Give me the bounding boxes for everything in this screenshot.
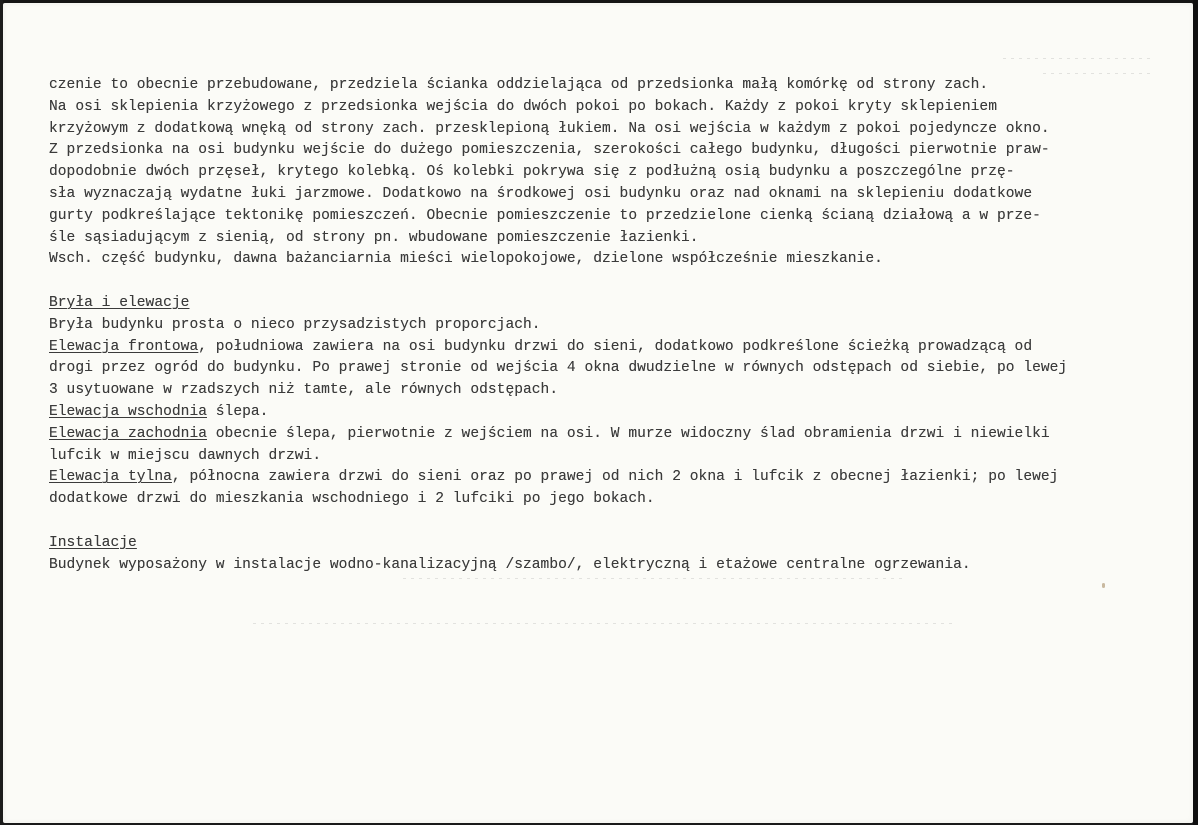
text-line: krzyżowym z dodatkową wnęką od strony zach. przesklepioną łukiem. Na osi wejścia w każdym z pokoi pojedyncze okno. <box>49 120 1050 137</box>
paragraph-gap <box>49 271 1189 293</box>
intro-paragraph <box>49 75 1189 271</box>
elevation-west-line <box>49 424 1189 446</box>
section-heading-text: Bryła i elewacje <box>49 294 190 311</box>
elevation-label: Elewacja zachodnia <box>49 425 207 442</box>
section-heading <box>49 533 1189 555</box>
scan-right-edge <box>1193 0 1198 825</box>
ink-speck <box>1102 583 1105 588</box>
elevation-text: , południowa zawiera na osi budynku drzwi do sieni, dodatkowo podkreślone ścieżką prowadzącą od <box>198 338 1033 355</box>
text-line: Wsch. część budynku, dawna bażanciarnia mieści wielopokojowe, dzielone współcześnie mieszkanie. <box>49 251 883 268</box>
elevation-rear-line <box>49 467 1189 489</box>
text-line: gurty podkreślające tektonikę pomieszczeń. Obecnie pomieszczenie to przedzielone cienką ścianą działową a w prze- <box>49 207 1041 224</box>
text-line: Z przedsionka na osi budynku wejście do dużego pomieszczenia, szerokości całego budynku, długości pierwotnie praw- <box>49 142 1050 159</box>
elevation-label: Elewacja wschodnia <box>49 403 207 420</box>
elevation-text: obecnie ślepa, pierwotnie z wejściem na osi. W murze widoczny ślad obramienia drzwi i niewielki <box>207 425 1050 442</box>
elevation-front-line <box>49 337 1189 359</box>
elevation-text: ślepa. <box>207 403 269 420</box>
elevation-east-line <box>49 402 1189 424</box>
text-line: dopodobnie dwóch przęseł, krytego kolebką. Oś kolebki pokrywa się z podłużną osią budynku a poszczególne przę- <box>49 164 1015 181</box>
faint-bleed-through <box>403 578 903 579</box>
faint-bleed-through <box>1043 73 1153 74</box>
text-line: Bryła budynku prosta o nieco przysadzistych proporcjach. <box>49 316 541 333</box>
text-line: dodatkowe drzwi do mieszkania wschodniego i 2 lufciki po jego bokach. <box>49 491 655 508</box>
text-line: Budynek wyposażony w instalacje wodno-kanalizacyjną /szambo/, elektryczną i etażowe centralne ogrzewania. <box>49 556 971 573</box>
section-instalacje <box>49 533 1189 577</box>
text-line: Na osi sklepienia krzyżowego z przedsionka wejścia do dwóch pokoi po bokach. Każdy z pokoi kryty sklepieniem <box>49 98 997 115</box>
faint-bleed-through <box>253 623 953 624</box>
elevation-label: Elewacja frontowa <box>49 338 199 355</box>
paragraph-gap <box>49 511 1189 533</box>
elevation-text: , północna zawiera drzwi do sieni oraz po prawej od nich 2 okna i lufcik z obecnej łazienki; po lewej <box>171 469 1059 486</box>
text-line: 3 usytuowane w rzadszych niż tamte, ale równych odstępach. <box>49 382 559 399</box>
faint-bleed-through <box>1003 58 1153 59</box>
text-line: śle sąsiadującym z sienią, od strony pn. wbudowane pomieszczenie łazienki. <box>49 229 699 246</box>
section-bryla-i-elewacje <box>49 293 1189 511</box>
section-heading-text: Instalacje <box>49 534 137 551</box>
section-heading <box>49 293 1189 315</box>
elevation-label: Elewacja tylna <box>49 469 172 486</box>
text-line: lufcik w miejscu dawnych drzwi. <box>49 447 322 464</box>
text-line: drogi przez ogród do budynku. Po prawej stronie od wejścia 4 okna dwudzielne w równych odstępach od siebie, po lewej <box>49 360 1068 377</box>
document-body <box>49 75 1189 576</box>
text-line: czenie to obecnie przebudowane, przedziela ścianka oddzielająca od przedsionka małą komórkę od strony zach. <box>49 77 989 93</box>
text-line: sła wyznaczają wydatne łuki jarzmowe. Dodatkowo na środkowej osi budynku oraz nad oknami na sklepieniu dodatkowe <box>49 185 1033 202</box>
